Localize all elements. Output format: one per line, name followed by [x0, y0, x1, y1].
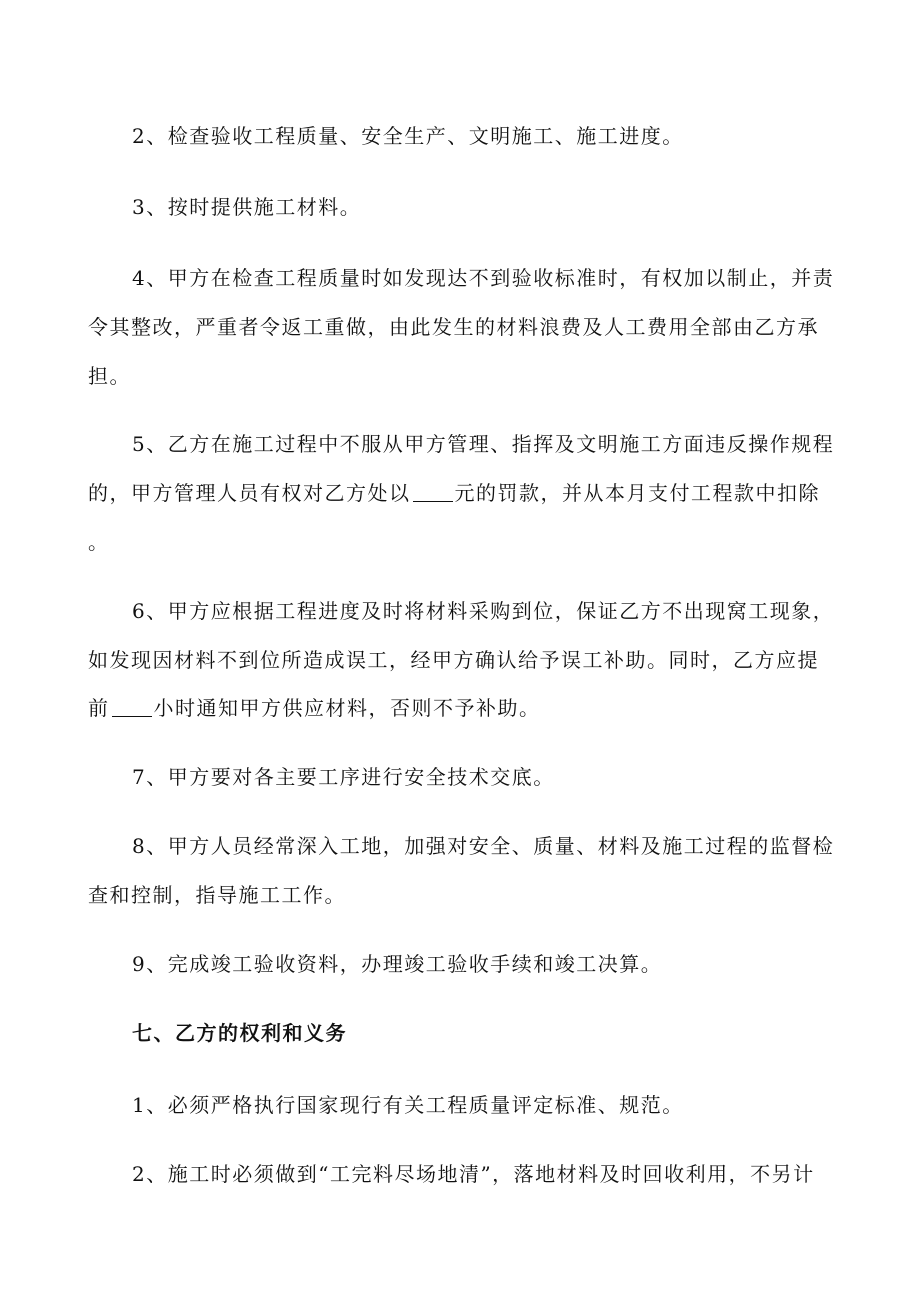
section-heading: 七、乙方的权利和义务 [132, 1021, 347, 1045]
fill-blank-hours [112, 698, 152, 717]
clause-6-line-2: 如发现因材料不到位所造成误工，经甲方确认给予误工补助。同时，乙方应提 [88, 648, 819, 672]
clause-5-line-3: 。 [88, 530, 110, 554]
clause-6-line-1: 6、甲方应根据工程进度及时将材料采购到位，保证乙方不出现窝工现象， [132, 599, 835, 623]
clause-4-line-1: 4、甲方在检查工程质量时如发现达不到验收标准时，有权加以制止，并责 [132, 266, 835, 290]
clause-5-line-2 [88, 479, 820, 507]
clause-7: 7、甲方要对各主要工序进行安全技术交底。 [132, 765, 555, 789]
clause-4-line-3: 担。 [88, 364, 131, 388]
clause-8-line-2: 查和控制，指导施工工作。 [88, 883, 346, 907]
clause-6-text-after-blank: 小时通知甲方供应材料，否则不予补助。 [153, 696, 541, 720]
party-b-clause-2: 2、施工时必须做到“工完料尽场地清”，落地材料及时回收利用，不另计 [132, 1162, 815, 1186]
clause-9: 9、完成竣工验收资料，办理竣工验收手续和竣工决算。 [132, 952, 663, 976]
clause-2: 2、检查验收工程质量、安全生产、文明施工、施工进度。 [132, 124, 684, 148]
clause-8-line-1: 8、甲方人员经常深入工地，加强对安全、质量、材料及施工过程的监督检 [132, 834, 835, 858]
fill-blank-amount [413, 483, 453, 502]
clause-6-text-before-blank: 前 [88, 696, 110, 720]
clause-6-line-3 [88, 694, 541, 722]
clause-5-text-after-blank: 元的罚款，并从本月支付工程款中扣除 [454, 481, 820, 505]
clause-3: 3、按时提供施工材料。 [132, 195, 362, 219]
party-b-clause-1: 1、必须严格执行国家现行有关工程质量评定标准、规范。 [132, 1093, 684, 1117]
clause-4-line-2: 令其整改，严重者令返工重做，由此发生的材料浪费及人工费用全部由乙方承 [88, 315, 819, 339]
clause-5-line-1: 5、乙方在施工过程中不服从甲方管理、指挥及文明施工方面违反操作规程 [132, 432, 835, 456]
clause-5-text-before-blank: 的，甲方管理人员有权对乙方处以 [88, 481, 411, 505]
